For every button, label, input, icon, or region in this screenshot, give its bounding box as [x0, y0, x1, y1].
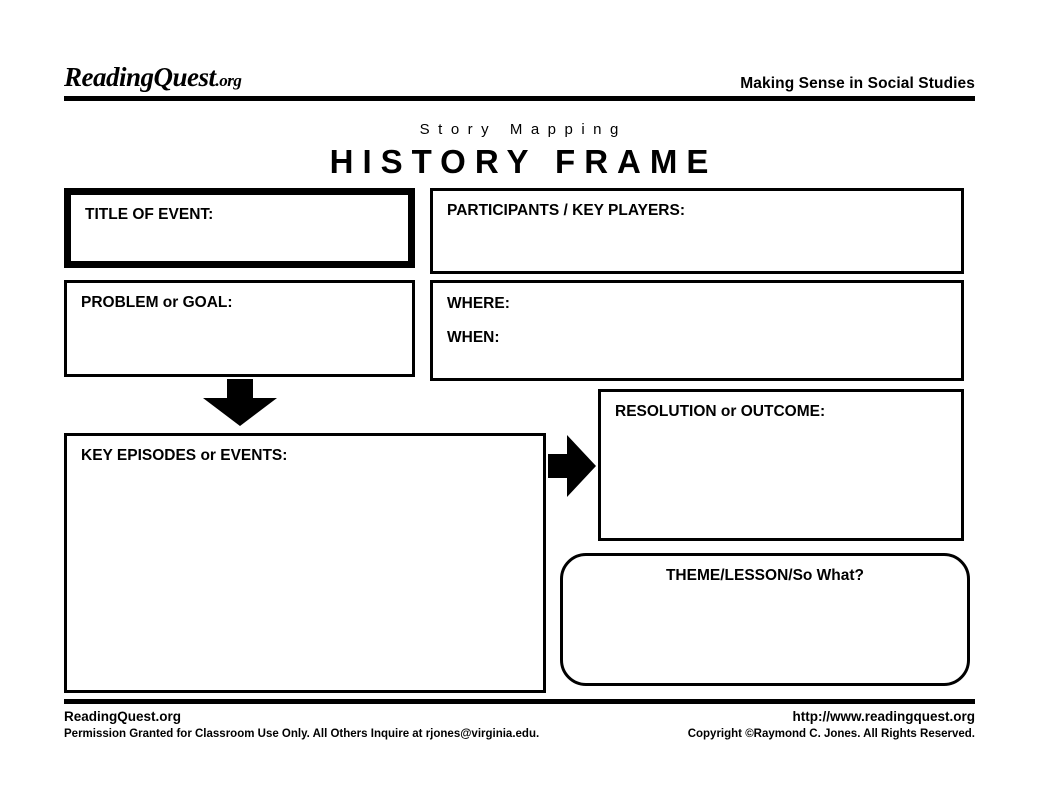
footer-right-block	[688, 709, 975, 741]
logo-suffix-text: .org	[215, 71, 242, 90]
theme-lesson-box[interactable]	[560, 553, 970, 686]
title-of-event-label: TITLE OF EVENT:	[85, 206, 214, 223]
header-tagline: Making Sense in Social Studies	[740, 75, 975, 92]
footer-site-name: ReadingQuest.org	[64, 709, 182, 724]
readingquest-logo	[64, 64, 241, 91]
participants-key-players-box[interactable]	[430, 188, 964, 274]
footer-divider-rule	[64, 699, 975, 705]
where-label: WHERE:	[447, 295, 510, 312]
participants-key-players-label: PARTICIPANTS / KEY PLAYERS:	[447, 202, 685, 219]
when-label: WHEN:	[447, 329, 500, 346]
arrow-down-icon	[203, 379, 277, 426]
footer-left-block	[64, 709, 539, 741]
worksheet-subtitle: Story Mapping	[419, 121, 627, 138]
title-of-event-box[interactable]	[64, 188, 415, 268]
theme-lesson-label: THEME/LESSON/So What?	[665, 567, 865, 584]
footer-permission-notice: Permission Granted for Classroom Use Only. All Others Inquire at rjones@virginia.edu.	[64, 727, 540, 740]
worksheet-title: HISTORY FRAME	[329, 143, 718, 180]
header-divider-rule	[64, 96, 975, 102]
footer-site-url: http://www.readingquest.org	[792, 709, 975, 724]
footer-copyright-notice: Copyright ©Raymond C. Jones. All Rights Reserved.	[687, 727, 975, 740]
problem-or-goal-box[interactable]	[64, 280, 415, 377]
arrow-right-icon	[548, 435, 596, 497]
resolution-or-outcome-label: RESOLUTION or OUTCOME:	[615, 403, 826, 420]
key-episodes-or-events-box[interactable]	[64, 433, 546, 693]
resolution-or-outcome-box[interactable]	[598, 389, 964, 541]
key-episodes-or-events-label: KEY EPISODES or EVENTS:	[81, 447, 288, 464]
logo-main-text: ReadingQuest	[64, 62, 216, 92]
where-when-box[interactable]	[430, 280, 964, 381]
problem-or-goal-label: PROBLEM or GOAL:	[81, 294, 233, 311]
